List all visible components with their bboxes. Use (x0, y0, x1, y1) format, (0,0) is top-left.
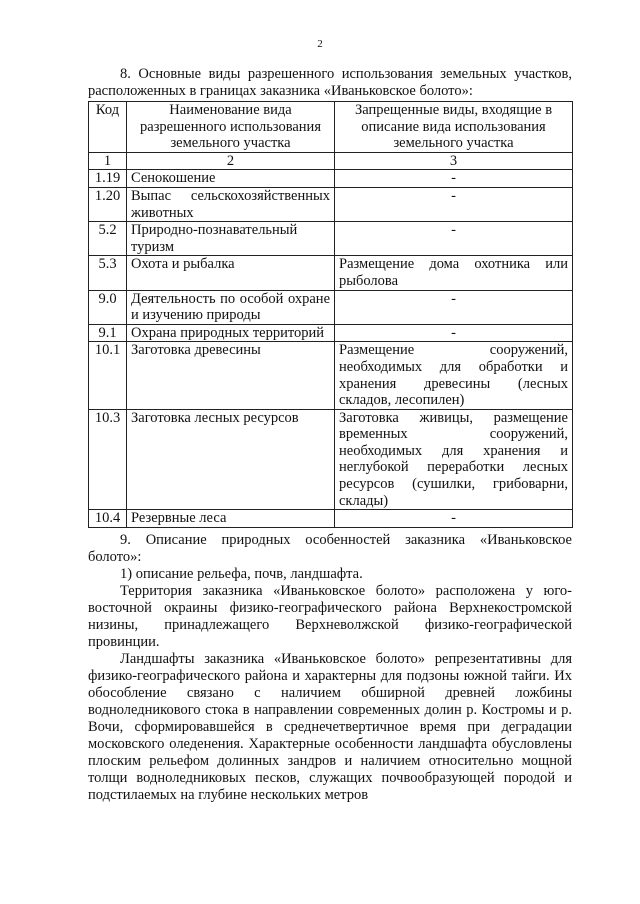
section-8-intro: 8. Основные виды разрешенного использования земельных участков, расположенных в границах заказника «Иваньковское болото»: (88, 66, 572, 99)
table-row (89, 222, 573, 256)
row-forbidden: Заготовка живицы, размещение временных сооружений, необходимых для хранения и неглубокой переработки лесных ресурсов (сушилки, грибоварни, склады) (335, 409, 573, 510)
row-name: Деятельность по особой охране и изучению природы (127, 290, 335, 324)
row-code: 10.4 (89, 510, 127, 528)
page-number: 2 (317, 38, 323, 50)
table-row (89, 170, 573, 188)
table-row (89, 510, 573, 528)
table-row (89, 342, 573, 409)
row-name: Заготовка древесины (127, 342, 335, 409)
land-use-table (88, 101, 573, 528)
row-code: 1.20 (89, 187, 127, 221)
row-forbidden: Размещение дома охотника или рыболова (335, 256, 573, 290)
column-number: 1 (89, 152, 127, 170)
row-code: 1.19 (89, 170, 127, 188)
row-name: Сенокошение (127, 170, 335, 188)
row-code: 5.2 (89, 222, 127, 256)
row-forbidden: - (335, 510, 573, 528)
section-9-subsection-1: 1) описание рельефа, почв, ландшафта. (120, 565, 363, 582)
row-name: Резервные леса (127, 510, 335, 528)
row-name: Охрана природных территорий (127, 324, 335, 342)
paragraph-territory: Территория заказника «Иваньковское болото» расположена у юго-восточной окраины физико-географического района Верхнекостромской низины, принадлежащего Верхневолжской физико-географической провинции. (88, 582, 572, 650)
row-forbidden: Размещение сооружений, необходимых для обработки и хранения древесины (лесных складов, лесопилен) (335, 342, 573, 409)
row-code: 10.1 (89, 342, 127, 409)
row-code: 9.1 (89, 324, 127, 342)
row-forbidden: - (335, 324, 573, 342)
document-content (88, 66, 572, 804)
paragraph-landscapes: Ландшафты заказника «Иваньковское болото» репрезентативны для физико-географического района и характерны для подзоны южной тайги. Их обособление связано с наличием обширной древней ложбины водноледникового стока в направлении современных долин р. Костромы и р. Вочи, сформировавшейся в среднечетвертичное время при деградации московского оледенения. Характерные особенности ландшафта обусловлены плоским рельефом долинных зандров и наличием относительно мощной толщи водноледниковых песков, служащих почвообразующей породой и подстилаемых на глубине нескольких метров (88, 650, 572, 803)
row-forbidden: - (335, 290, 573, 324)
table-header-row (89, 102, 573, 153)
section-9-title: 9. Описание природных особенностей заказника «Иваньковское болото»: (88, 531, 572, 565)
row-forbidden: - (335, 222, 573, 256)
row-name: Выпас сельскохозяйственных животных (127, 187, 335, 221)
table-row (89, 290, 573, 324)
row-code: 9.0 (89, 290, 127, 324)
row-forbidden: - (335, 187, 573, 221)
row-forbidden: - (335, 170, 573, 188)
row-code: 5.3 (89, 256, 127, 290)
table-row (89, 256, 573, 290)
header-code: Код (89, 102, 127, 153)
row-code: 10.3 (89, 409, 127, 510)
header-name: Наименование вида разрешенного использования земельного участка (127, 102, 335, 153)
column-number: 3 (335, 152, 573, 170)
table-row (89, 187, 573, 221)
row-name: Природно-познавательный туризм (127, 222, 335, 256)
header-forbidden: Запрещенные виды, входящие в описание вида использования земельного участка (335, 102, 573, 153)
row-name: Заготовка лесных ресурсов (127, 409, 335, 510)
column-number: 2 (127, 152, 335, 170)
table-number-row (89, 152, 573, 170)
table-row (89, 409, 573, 510)
row-name: Охота и рыбалка (127, 256, 335, 290)
table-row (89, 324, 573, 342)
